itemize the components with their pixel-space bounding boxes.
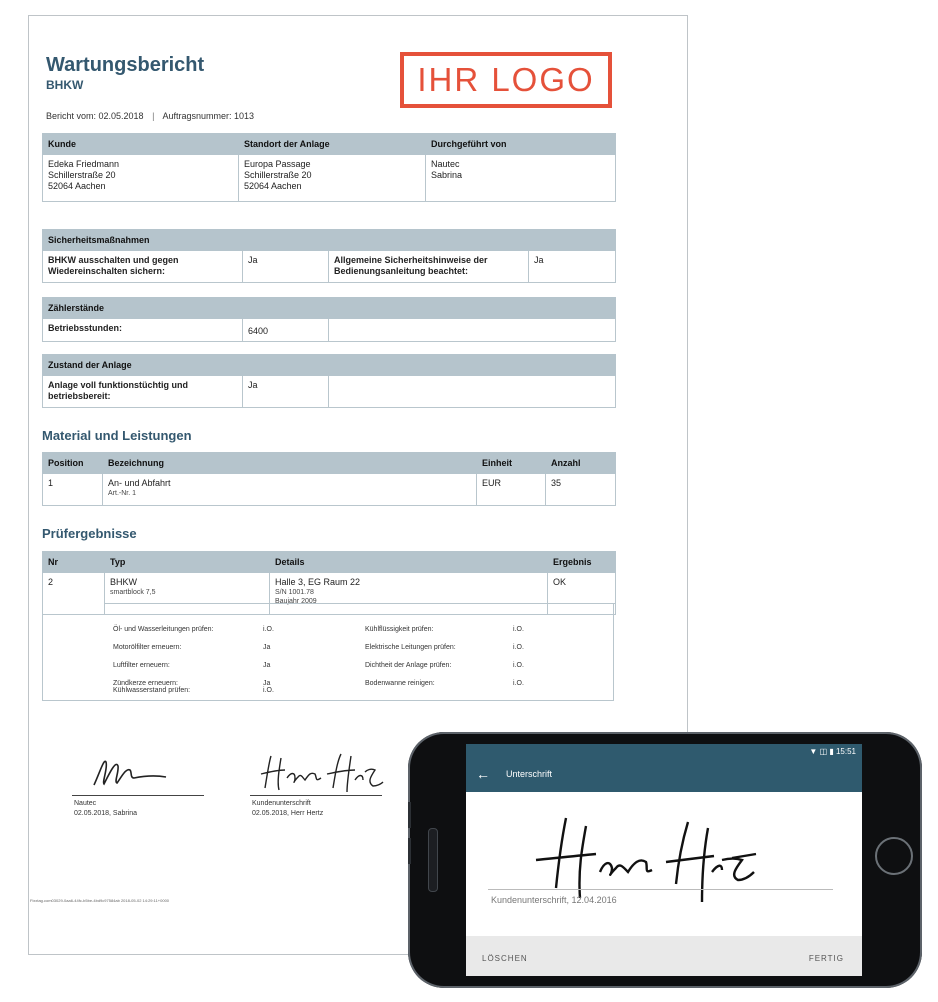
test-nr: 2 (43, 573, 105, 615)
volume-button (408, 802, 411, 828)
operating-hours-value: 6400 (243, 319, 329, 342)
signature-caption: Kundenunterschrift, 12.04.2016 (491, 895, 617, 905)
check-label: Kühlflüssigkeit prüfen: (365, 626, 434, 633)
volume-button (408, 838, 411, 864)
safety-table (42, 229, 616, 283)
meters-empty-cell (329, 319, 616, 342)
check-label: Motorölfilter erneuern: (113, 644, 182, 651)
check-value: i.O. (513, 680, 524, 687)
done-button[interactable]: FERTIG (808, 954, 844, 963)
safety-value-2: Ja (529, 251, 616, 283)
operating-hours-label: Betriebsstunden: (43, 319, 243, 342)
header-quantity: Anzahl (546, 453, 616, 474)
safety-label-1: BHKW ausschalten und gegen Wiedereinschalten sichern: (43, 251, 243, 283)
check-value: i.O. (513, 662, 524, 669)
condition-label: Anlage voll funktionstüchtig und betriebsbereit: (43, 376, 243, 408)
header-unit: Einheit (477, 453, 546, 474)
check-label: Dichtheit der Anlage prüfen: (365, 662, 452, 669)
material-position: 1 (43, 474, 103, 506)
report-subtitle: BHKW (46, 78, 84, 92)
location-city: 52064 Aachen (244, 181, 302, 191)
speaker-grille (428, 828, 438, 892)
table-row (43, 474, 616, 506)
report-date: Bericht vom: 02.05.2018 (46, 111, 144, 121)
header-position: Position (43, 453, 103, 474)
signature-baseline (488, 889, 833, 890)
customer-signature-line (250, 795, 382, 796)
header-details: Details (270, 552, 548, 573)
meters-header: Zählerstände (43, 298, 616, 319)
location-address (239, 155, 426, 202)
header-customer: Kunde (43, 134, 239, 155)
order-number: Auftragsnummer: 1013 (162, 111, 254, 121)
header-location: Standort der Anlage (239, 134, 426, 155)
app-bar-title: Unterschrift (506, 769, 553, 779)
material-quantity: 35 (546, 474, 616, 506)
material-unit: EUR (477, 474, 546, 506)
header-result: Ergebnis (548, 552, 616, 573)
customer-signature (255, 748, 385, 798)
customer-signature-caption (252, 799, 323, 819)
location-street: Schillerstraße 20 (244, 170, 312, 180)
signature-actions (466, 936, 862, 976)
clear-button[interactable]: LÖSCHEN (482, 954, 528, 963)
check-value: i.O. (263, 626, 274, 633)
check-value: Ja (263, 662, 271, 669)
customer-date-name: 02.05.2018, Herr Hertz (252, 810, 324, 817)
checklist-divider (105, 603, 615, 604)
app-bar (466, 760, 862, 792)
phone-mockup (408, 732, 922, 988)
customer-name: Edeka Friedmann (48, 159, 120, 169)
material-description (103, 474, 477, 506)
meters-table (42, 297, 616, 342)
customer-street: Schillerstraße 20 (48, 170, 116, 180)
safety-label-2: Allgemeine Sicherheitshinweise der Bedienungsanleitung beachtet: (329, 251, 529, 283)
check-value: i.O. (513, 626, 524, 633)
material-article: Art.-Nr. 1 (108, 490, 137, 497)
technician-signature (88, 750, 178, 792)
performed-by (426, 155, 616, 202)
company-name: Nautec (431, 159, 460, 169)
check-value: i.O. (263, 687, 274, 694)
check-value: Ja (263, 680, 271, 687)
signature-canvas[interactable] (466, 792, 862, 936)
condition-header: Zustand der Anlage (43, 355, 616, 376)
test-detail-year: Baujahr 2009 (275, 598, 317, 605)
drawn-signature (516, 798, 776, 908)
test-detail-serial: S/N 1001.78 (275, 589, 314, 596)
technician-date-name: 02.05.2018, Sabrina (74, 810, 138, 817)
header-description: Bezeichnung (103, 453, 477, 474)
test-checklist (42, 603, 614, 701)
location-name: Europa Passage (244, 159, 311, 169)
technician-signature-line (72, 795, 204, 796)
material-table (42, 452, 616, 506)
arrow-left-icon[interactable]: ← (476, 766, 490, 782)
technician-signature-caption (74, 799, 137, 819)
test-type-model: smartblock 7,5 (110, 589, 156, 596)
header-type: Typ (105, 552, 270, 573)
header-nr: Nr (43, 552, 105, 573)
safety-header: Sicherheitsmaßnahmen (43, 230, 616, 251)
check-label: Öl- und Wasserleitungen prüfen: (113, 626, 214, 633)
material-name: An- und Abfahrt (108, 478, 171, 488)
logo-placeholder: IHR LOGO (400, 52, 612, 108)
check-label: Kühlwasserstand prüfen: (113, 687, 191, 694)
check-label: Zündkerze erneuern: (113, 680, 178, 687)
customer-signature-label: Kundenunterschrift (252, 800, 311, 807)
tests-section-title: Prüfergebnisse (42, 526, 137, 541)
condition-value: Ja (243, 376, 329, 408)
report-meta (46, 111, 254, 121)
technician-company: Nautec (74, 800, 97, 807)
test-type-name: BHKW (110, 577, 137, 587)
meta-separator: | (152, 111, 155, 121)
check-value: Ja (263, 644, 271, 651)
document-footer: Fixxtag.com03029-0aa6-44fc-b5be-4bd9c97584ab 2018-05-02 14:29:11+0000 (30, 898, 170, 903)
test-result: OK (548, 573, 616, 615)
check-label: Elektrische Leitungen prüfen: (365, 644, 456, 651)
customer-address (43, 155, 239, 202)
test-detail-location: Halle 3, EG Raum 22 (275, 577, 361, 587)
material-section-title: Material und Leistungen (42, 428, 192, 443)
header-performed-by: Durchgeführt von (426, 134, 616, 155)
report-title: Wartungsbericht (46, 54, 205, 76)
phone-screen (466, 744, 862, 976)
check-value: i.O. (513, 644, 524, 651)
safety-value-1: Ja (243, 251, 329, 283)
check-label: Luftfilter erneuern: (113, 662, 170, 669)
condition-empty-cell (329, 376, 616, 408)
customer-city: 52064 Aachen (48, 181, 106, 191)
home-button[interactable] (875, 837, 913, 875)
technician-name: Sabrina (431, 170, 463, 180)
status-bar: ▼ ◫ ▮ 15:51 (466, 744, 862, 760)
check-label: Bodenwanne reinigen: (365, 680, 435, 687)
condition-table (42, 354, 616, 408)
customer-table (42, 133, 616, 202)
